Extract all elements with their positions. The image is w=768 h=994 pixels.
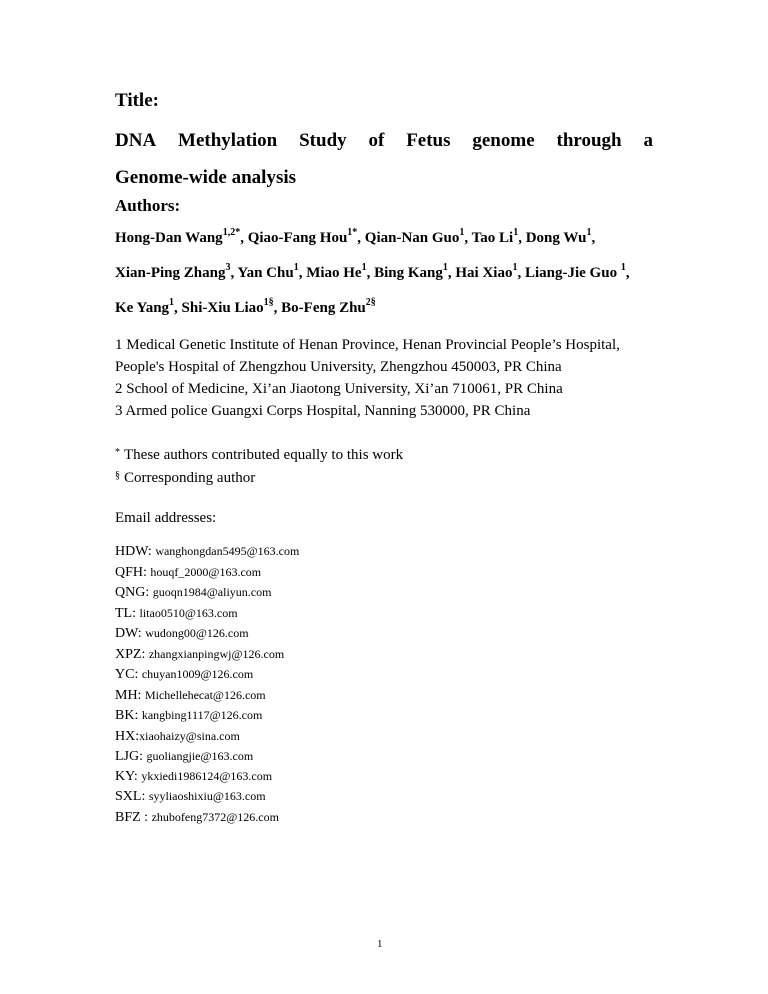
title-word: DNA: [115, 130, 157, 151]
author-separator: ,: [298, 265, 307, 281]
author-name: Qian-Nan Guo: [364, 230, 460, 246]
email-row: [115, 749, 253, 765]
author-separator: ,: [464, 230, 472, 246]
author-abbreviation: LJG:: [115, 749, 147, 764]
author-line: [115, 227, 596, 247]
author-separator: ,: [357, 230, 365, 246]
email-row: [115, 565, 261, 581]
email-row: [115, 729, 240, 745]
title-label: Title:: [115, 90, 159, 111]
email-address: wudong00@126.com: [145, 626, 249, 640]
author-name: Hai Xiao: [455, 265, 513, 281]
email-address: Michellehecat@126.com: [144, 688, 266, 702]
author-affiliation-marker: 1: [513, 227, 519, 238]
author-name: Liang-Jie Guo: [524, 265, 621, 281]
author-separator: ,: [174, 300, 182, 316]
author-affiliation-marker: 1: [169, 297, 175, 308]
email-address: syyliaoshixiu@163.com: [148, 789, 266, 803]
author-separator: ,: [518, 230, 526, 246]
author-abbreviation: QNG:: [115, 585, 153, 600]
email-row: [115, 626, 249, 642]
author-abbreviation: XPZ:: [115, 647, 149, 662]
author-abbreviation: MH:: [115, 688, 145, 703]
author-name: Qiao-Fang Hou: [247, 230, 348, 246]
author-affiliation-marker: 2§: [365, 297, 376, 308]
author-separator: ,: [240, 230, 248, 246]
title-word: genome: [472, 130, 535, 151]
affiliation-line: 3 Armed police Guangxi Corps Hospital, Nanning 530000, PR China: [115, 403, 531, 419]
author-name: Dong Wu: [525, 230, 587, 246]
asterisk-marker: *: [115, 447, 120, 458]
title-word: Study: [299, 130, 347, 151]
paper-title-line-2: Genome-wide analysis: [115, 167, 297, 188]
equal-contribution-note: [115, 447, 403, 464]
email-row: [115, 585, 271, 601]
author-affiliation-marker: 1: [459, 227, 465, 238]
authors-label: Authors:: [115, 196, 181, 215]
author-name: Bo-Feng Zhu: [281, 300, 366, 316]
author-affiliation-marker: 1: [620, 262, 626, 273]
email-row: [115, 708, 262, 724]
author-affiliation-marker: 3: [225, 262, 231, 273]
email-row: [115, 769, 272, 785]
email-address: chuyan1009@126.com: [141, 667, 254, 681]
affiliation-line: 2 School of Medicine, Xi’an Jiaotong University, Xi’an 710061, PR China: [115, 381, 563, 397]
author-affiliation-marker: 1: [512, 262, 518, 273]
author-affiliation-marker: 1: [293, 262, 299, 273]
email-row: [115, 789, 266, 805]
author-separator: ,: [273, 300, 282, 316]
corresponding-author-text: Corresponding author: [124, 470, 256, 486]
author-abbreviation: HX:: [115, 729, 140, 744]
email-address: houqf_2000@163.com: [150, 565, 262, 579]
affiliation-line: 1 Medical Genetic Institute of Henan Province, Henan Provincial People’s Hospital,: [115, 337, 620, 353]
email-address: ykxiedi1986124@163.com: [141, 769, 273, 783]
author-affiliation-marker: 1,2*: [222, 227, 241, 238]
title-word: a: [643, 130, 653, 151]
email-address: zhangxianpingwj@126.com: [148, 647, 285, 661]
author-abbreviation: YC:: [115, 667, 142, 682]
author-separator: ,: [591, 230, 596, 246]
page-number: 1: [377, 938, 383, 950]
author-affiliation-marker: 1*: [347, 227, 358, 238]
email-row: [115, 667, 253, 683]
paper-title-line-1: [115, 130, 653, 152]
author-name: Shi-Xiu Liao: [181, 300, 264, 316]
email-row: [115, 688, 266, 704]
title-word: of: [368, 130, 385, 151]
author-abbreviation: QFH:: [115, 565, 151, 580]
title-word: through: [556, 130, 622, 151]
email-row: [115, 544, 299, 560]
author-abbreviation: KY:: [115, 769, 142, 784]
author-name: Xian-Ping Zhang: [115, 265, 226, 281]
affiliation-line: People's Hospital of Zhengzhou University, Zhengzhou 450003, PR China: [115, 359, 562, 375]
author-name: Bing Kang: [374, 265, 443, 281]
author-abbreviation: DW:: [115, 626, 146, 641]
title-word: Methylation: [178, 130, 278, 151]
email-address: wanghongdan5495@163.com: [155, 544, 300, 558]
email-address: guoqn1984@aliyun.com: [152, 585, 272, 599]
author-line: [115, 262, 630, 282]
author-abbreviation: HDW:: [115, 544, 156, 559]
author-name: Yan Chu: [237, 265, 294, 281]
email-row: [115, 606, 238, 622]
author-affiliation-marker: 1: [361, 262, 367, 273]
email-address: guoliangjie@163.com: [146, 749, 254, 763]
email-address: zhubofeng7372@126.com: [151, 810, 279, 824]
author-name: Tao Li: [471, 230, 514, 246]
email-address: litao0510@163.com: [139, 606, 238, 620]
equal-contribution-text: These authors contributed equally to this work: [124, 447, 404, 463]
author-separator: ,: [625, 265, 630, 281]
author-abbreviation: BFZ :: [115, 810, 152, 825]
author-abbreviation: BK:: [115, 708, 142, 723]
corresponding-author-note: [115, 470, 255, 487]
author-separator: ,: [230, 265, 238, 281]
author-affiliation-marker: 1: [586, 227, 592, 238]
email-address: kangbing1117@126.com: [141, 708, 263, 722]
author-name: Hong-Dan Wang: [115, 230, 223, 246]
author-abbreviation: SXL:: [115, 789, 149, 804]
author-line: [115, 297, 376, 317]
author-separator: ,: [447, 265, 456, 281]
author-separator: ,: [517, 265, 525, 281]
email-addresses-label: Email addresses:: [115, 510, 217, 526]
author-name: Miao He: [306, 265, 362, 281]
author-abbreviation: TL:: [115, 606, 140, 621]
author-separator: ,: [366, 265, 375, 281]
title-word: Fetus: [406, 130, 451, 151]
email-row: [115, 810, 279, 826]
email-address: xiaohaizy@sina.com: [139, 729, 240, 743]
author-affiliation-marker: 1: [442, 262, 448, 273]
author-affiliation-marker: 1§: [263, 297, 274, 308]
author-name: Ke Yang: [115, 300, 170, 316]
email-row: [115, 647, 284, 663]
section-marker: §: [115, 470, 120, 481]
